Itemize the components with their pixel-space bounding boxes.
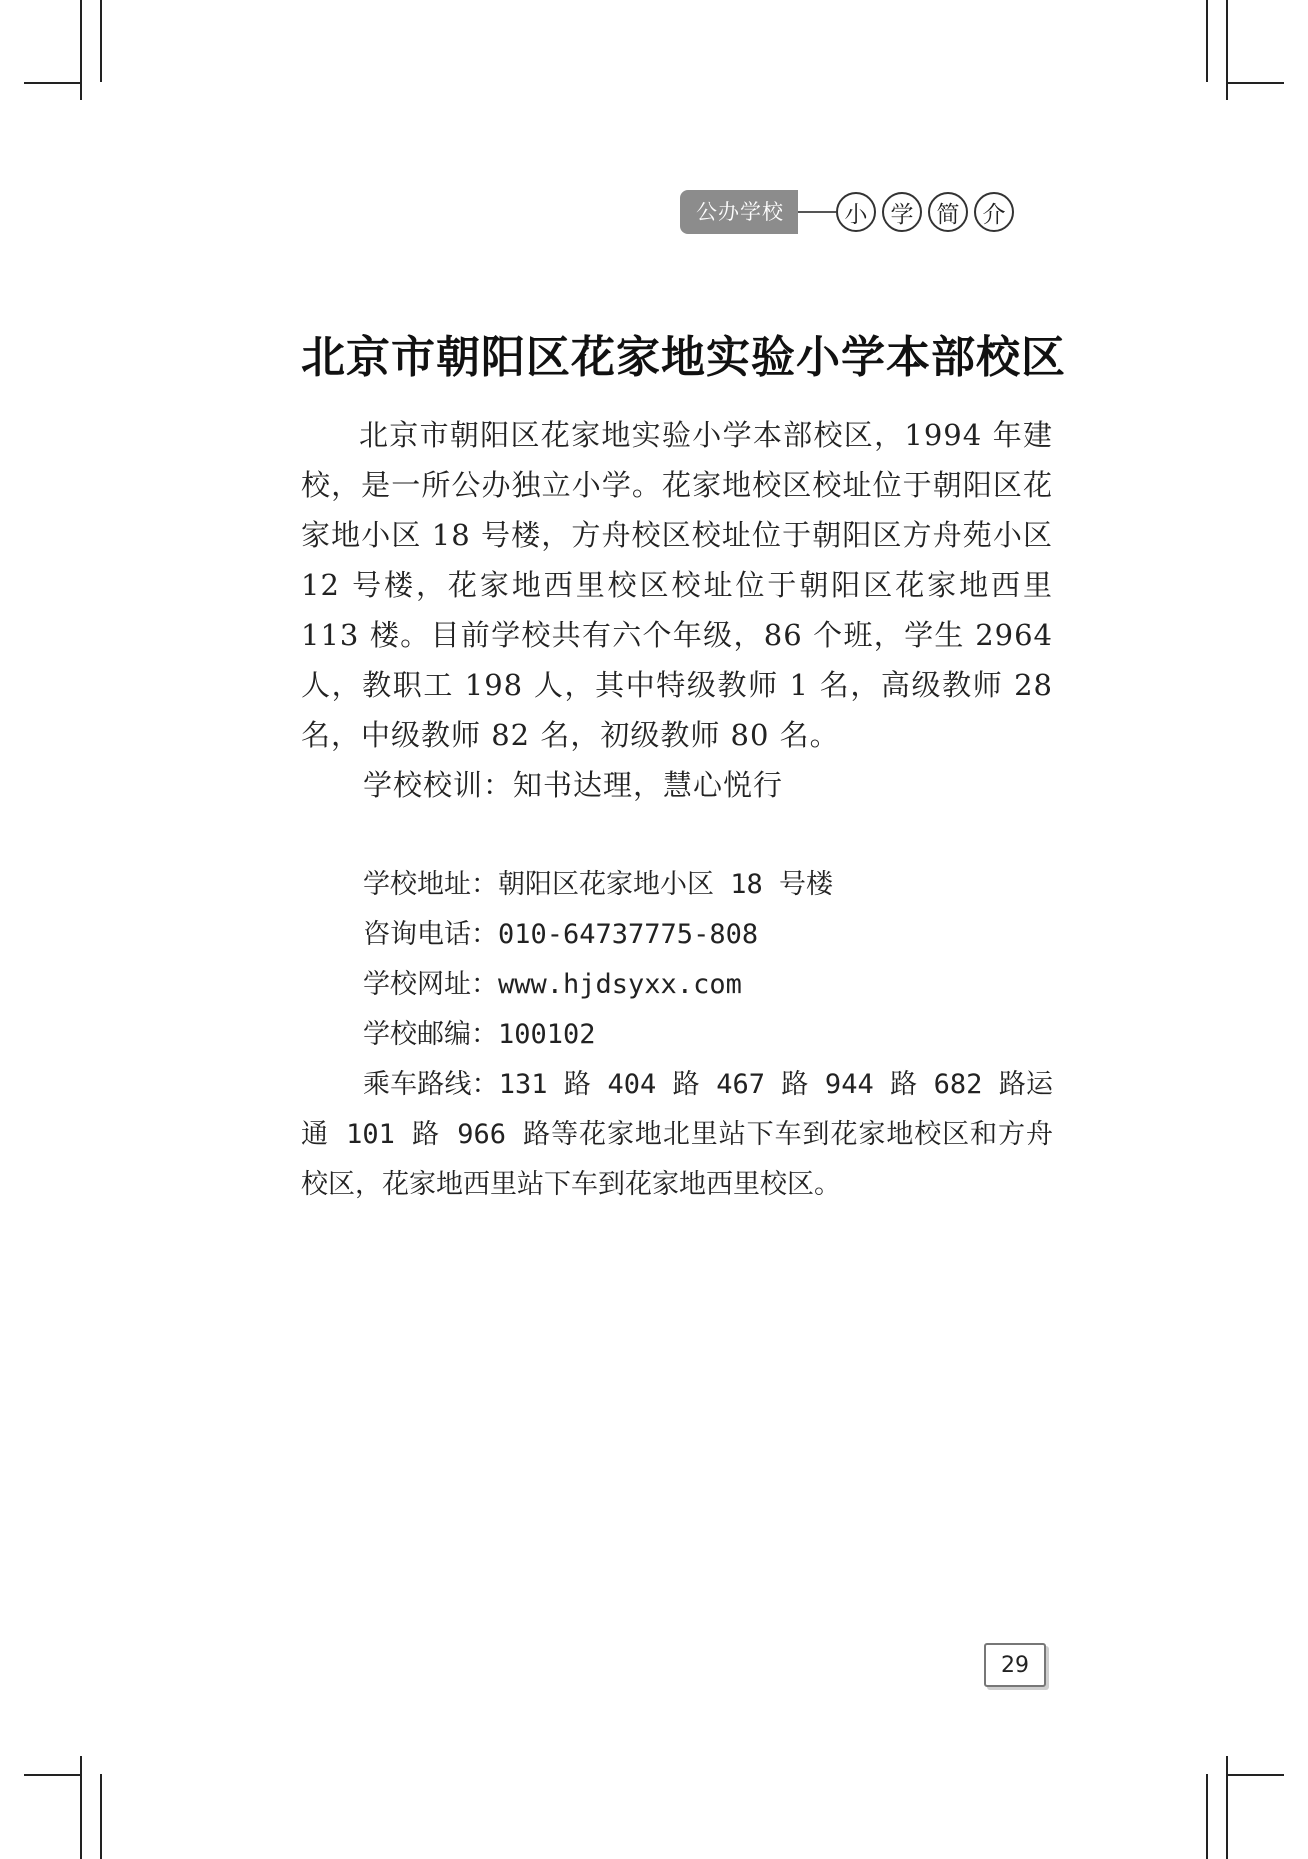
crop-mark-top-left-v2	[100, 0, 102, 82]
intro-paragraph: 北京市朝阳区花家地实验小学本部校区，1994 年建校，是一所公办独立小学。花家地校区校址位于朝阳区花家地小区 18 号楼，方舟校区校址位于朝阳区方舟苑小区 12 号楼，花家地西里校区校址位于朝阳区花家地西里 113 楼。目前学校共有六个年级，86 个班，学生 2964 人，教职工 198 人，其中特级教师 1 名，高级教师 28 名，中级教师 82 名，初级教师 80 名。	[301, 418, 1053, 752]
crop-mark-bottom-left-h	[24, 1774, 80, 1776]
crop-mark-top-right-v2	[1206, 0, 1208, 82]
section-title-chars	[836, 192, 1014, 232]
school-website: 学校网址：www.hjdsyxx.com	[363, 969, 742, 1000]
crop-mark-bottom-right-v	[1226, 1756, 1228, 1859]
crop-mark-bottom-left-v2	[100, 1774, 102, 1859]
bus-route: 乘车路线：131 路 404 路 467 路 944 路 682 路运通 101 路 966 路等花家地北里站下车到花家地校区和方舟校区，花家地西里站下车到花家地西里校区。	[301, 1069, 1053, 1200]
crop-mark-bottom-left-v	[80, 1756, 82, 1859]
crop-mark-bottom-right-h	[1226, 1774, 1284, 1776]
page-number: 29	[984, 1643, 1046, 1687]
crop-mark-top-right-h	[1226, 82, 1284, 84]
page-title: 北京市朝阳区花家地实验小学本部校区	[301, 332, 1066, 383]
section-title-char: 小	[836, 192, 876, 232]
school-postcode: 学校邮编：100102	[363, 1019, 596, 1050]
crop-mark-bottom-right-v2	[1206, 1774, 1208, 1859]
section-title-char: 介	[974, 192, 1014, 232]
crop-mark-top-right-v	[1226, 0, 1228, 100]
school-phone: 咨询电话：010-64737775-808	[363, 919, 759, 950]
crop-mark-top-left-h	[24, 82, 80, 84]
school-address: 学校地址：朝阳区花家地小区 18 号楼	[363, 869, 834, 900]
school-motto: 学校校训：知书达理，慧心悦行	[363, 768, 784, 802]
section-header	[680, 190, 1014, 234]
category-tag: 公办学校	[680, 190, 798, 234]
header-connector-line	[798, 211, 836, 213]
crop-mark-top-left-v	[80, 0, 82, 100]
section-title-char: 简	[928, 192, 968, 232]
section-title-char: 学	[882, 192, 922, 232]
school-info	[301, 860, 1053, 1210]
